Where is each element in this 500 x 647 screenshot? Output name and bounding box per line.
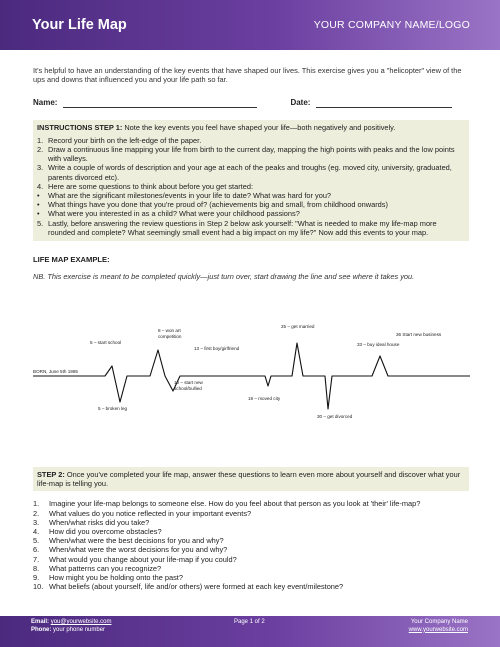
bullet-icon: • xyxy=(37,200,40,210)
list-item: 5. When/what were the best decisions for you and why? xyxy=(33,536,224,546)
list-item: 5. Lastly, before answering the review questions in Step 2 below ask yourself: "What is needed to make my life-map more rounded and complete? What seemingly small event had a big impact on my life?" Now add this events to your map. xyxy=(37,218,437,237)
label-school: 5 – start school xyxy=(90,340,122,345)
step1-heading-line xyxy=(37,123,465,132)
step1-questions xyxy=(37,191,465,219)
list-item: 2. Draw a continuous line mapping your life from birth to the current day, mapping the high points with peaks and the low points with valleys. xyxy=(37,145,455,164)
step2-text: Once you've completed your life map, answer these questions to learn even more about yourself and discover what your life-map is telling you. xyxy=(37,470,461,489)
label-married: 25 – get married xyxy=(281,324,315,329)
list-item: • What were you interested in as a child? What were your childhood passions? xyxy=(37,209,300,219)
list-item: 4. Here are some questions to think about before you get started: xyxy=(37,181,254,191)
bullet-icon: • xyxy=(37,209,40,219)
step1-heading: INSTRUCTIONS STEP 1: xyxy=(37,122,123,132)
step2-questions xyxy=(33,499,469,591)
bullet-icon: • xyxy=(37,191,40,201)
date-field[interactable] xyxy=(316,99,452,108)
list-item: 8. What patterns can you recognize? xyxy=(33,563,162,573)
page-title: Your Life Map xyxy=(32,17,127,33)
page-footer xyxy=(0,616,500,647)
list-item: 3. When/what risks did you take? xyxy=(33,517,150,527)
list-item: 1. Record your birth on the left-edge of the paper. xyxy=(37,135,202,145)
step2-heading: STEP 2: xyxy=(37,470,65,479)
list-item: 9. How might you be holding onto the past? xyxy=(33,573,183,583)
label-moved: 19 – moved city xyxy=(248,396,281,401)
step2-section xyxy=(33,467,469,591)
name-label: Name: xyxy=(33,98,58,108)
footer-company-name: Your Company Name xyxy=(410,619,468,625)
date-label: Date: xyxy=(290,98,311,108)
label-divorced: 30 – get divorced xyxy=(317,414,353,419)
list-item: • What are the significant milestones/events in your life to date? What was hard for you? xyxy=(37,191,332,201)
list-item: 1. Imagine your life-map belongs to someone else. How do you feel about that person as you look at 'their' life-map? xyxy=(33,499,421,509)
list-item: 3. Write a couple of words of description and your age at each of the peaks and troughs (eg. moved city, university, graduated, parents divorced etc). xyxy=(37,163,452,182)
footer-contact: Email: you@yourwebsite.com Phone: your phone number xyxy=(31,619,112,633)
step1-list-end xyxy=(37,219,465,237)
label-bullied-2: school/bullied xyxy=(174,386,202,391)
instructions-step1-box xyxy=(33,120,469,241)
label-art: 8 – won art xyxy=(158,328,181,333)
main-content xyxy=(33,66,469,281)
phone-number: your phone number xyxy=(53,626,106,633)
label-born: BORN, June 5th 1985 xyxy=(33,369,78,374)
list-item: 7. What would you change about your life-map if you could? xyxy=(33,554,237,564)
example-heading: LIFE MAP EXAMPLE: xyxy=(33,255,110,265)
label-business: 36 Start new business xyxy=(396,332,442,337)
label-house: 33 – buy ideal house xyxy=(357,342,400,347)
label-art-2: competition xyxy=(158,334,182,339)
label-leg: 5 – broken leg xyxy=(98,406,128,411)
website-link[interactable]: www.yourwebsite.com xyxy=(408,626,468,633)
intro-text: It's helpful to have an understanding of the key events that have shaped our lives. This exercise gives you a "helicopter" view of the ups and downs that influenced you and your life path so far. xyxy=(33,66,462,85)
life-map-diagram xyxy=(0,316,500,456)
footer-company xyxy=(409,619,468,634)
list-item: 2. What values do you notice reflected in your important events? xyxy=(33,508,252,518)
list-item: • What things have you done that you're proud of? (achievements big and small, from childhood onwards) xyxy=(37,200,388,210)
step1-text: Note the key events you feel have shaped your life—both negatively and positively. xyxy=(122,122,396,132)
label-bullied: 10 – start new xyxy=(174,380,203,385)
email-link[interactable]: you@yourwebsite.com xyxy=(50,619,112,625)
list-item: 10. What beliefs (about yourself, life and/or others) were formed at each key event/milestone? xyxy=(33,582,344,592)
page-header xyxy=(0,0,500,50)
example-note: NB. This exercise is meant to be completed quickly—just turn over, start drawing the line and see where it takes you. xyxy=(33,272,415,282)
list-item: 6. When/what were the worst decisions for you and why? xyxy=(33,545,228,555)
name-date-row xyxy=(33,98,469,107)
page-number: Page 1 of 2 xyxy=(234,619,265,625)
list-item: 4. How did you overcome obstacles? xyxy=(33,527,162,537)
step1-list xyxy=(37,136,465,191)
step2-box xyxy=(33,467,469,491)
name-field[interactable] xyxy=(63,99,257,108)
label-girlfriend: 13 – first boy/girlfriend xyxy=(194,346,240,351)
company-logo-text: YOUR COMPANY NAME/LOGO xyxy=(313,19,470,31)
